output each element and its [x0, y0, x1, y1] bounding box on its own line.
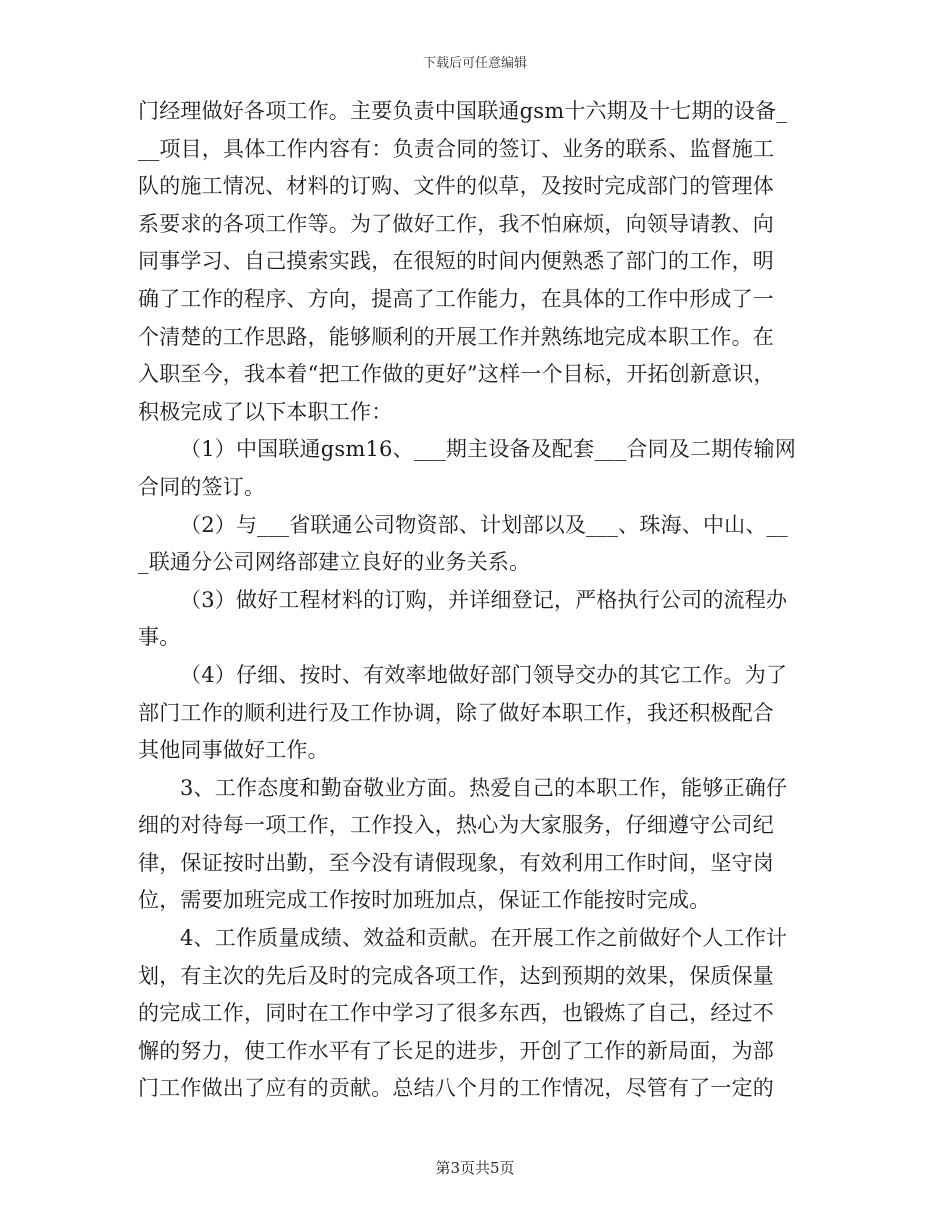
list-item-4: （4）仔细、按时、有效率地做好部门领导交办的其它工作。为了 [180, 662, 788, 687]
text-line: 个清楚的工作思路，能够顺利的开展工作并熟练地完成本职工作。在 [138, 324, 774, 349]
text-line: 门经理做好各项工作。主要负责中国联通gsm十六期及十七期的设备_ [138, 99, 788, 123]
text-line: 律，保证按时出勤，至今没有请假现象，有效利用工作时间，坚守岗 [138, 850, 774, 875]
text-line: 位，需要加班完成工作按时加班加点，保证工作能按时完成。 [138, 888, 711, 913]
text-line: 积极完成了以下本职工作： [138, 399, 393, 424]
text-line: 入职至今，我本着“把工作做的更好”这样一个目标，开拓创新意识， [138, 362, 775, 387]
document-body [138, 93, 810, 1108]
page-indicator: 第3页共5页 [435, 1159, 515, 1177]
text-line: 门工作做出了应有的贡献。总结八个月的工作情况，尽管有了一定的 [138, 1076, 774, 1101]
text-line: 系要求的各项工作等。为了做好工作，我不怕麻烦，向领导请教、向 [138, 211, 774, 236]
text-line: 划，有主次的先后及时的完成各项工作，达到预期的效果，保质保量 [138, 963, 774, 988]
text-line: 合同的签订。 [138, 474, 266, 499]
section-3-start: 3、工作态度和勤奋敬业方面。热爱自己的本职工作，能够正确仔 [180, 775, 788, 800]
text-line: 同事学习、自己摸索实践，在很短的时间内便熟悉了部门的工作，明 [138, 249, 774, 274]
page-header-note: 下载后可任意编辑 [422, 56, 527, 71]
list-item-1: （1）中国联通gsm16、___期主设备及配套___合同及二期传输网 [180, 437, 797, 462]
text-line: 懈的努力，使工作水平有了长足的进步，开创了工作的新局面，为部 [138, 1038, 774, 1063]
text-line: 队的施工情况、材料的订购、文件的似草，及按时完成部门的管理体 [138, 174, 774, 199]
text-line: __项目，具体工作内容有：负责合同的签订、业务的联系、监督施工 [138, 136, 775, 161]
text-line: _联通分公司网络部建立良好的业务关系。 [138, 550, 531, 575]
list-item-3: （3）做好工程材料的订购，并详细登记，严格执行公司的流程办 [180, 587, 788, 612]
section-4-start: 4、工作质量成绩、效益和贡献。在开展工作之前做好个人工作计 [180, 926, 788, 951]
text-line: 事。 [138, 625, 181, 650]
text-line: 确了工作的程序、方向，提高了工作能力，在具体的工作中形成了一 [138, 286, 774, 311]
list-item-2: （2）与___省联通公司物资部、计划部以及___、珠海、中山、__ [180, 512, 788, 537]
text-line: 其他同事做好工作。 [138, 738, 329, 763]
text-line: 细的对待每一项工作，工作投入，热心为大家服务，仔细遵守公司纪 [138, 813, 774, 838]
text-line: 的完成工作，同时在工作中学习了很多东西，也锻炼了自己，经过不 [138, 1001, 774, 1026]
text-line: 部门工作的顺利进行及工作协调，除了做好本职工作，我还积极配合 [138, 700, 774, 725]
